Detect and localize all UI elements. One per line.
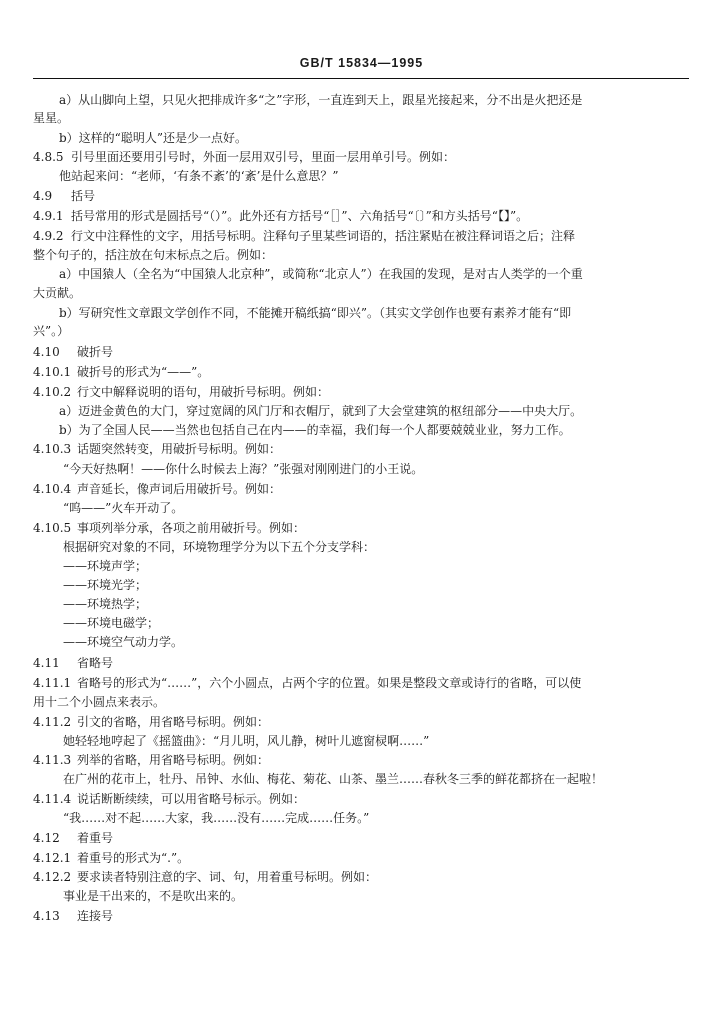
text-line: b）这样的“聪明人”还是少一点好。 [59, 131, 247, 145]
clause-number: 4.10.1 [33, 365, 72, 379]
clause-text: 省略号的形式为“……”，六个小圆点，占两个字的位置。如果是整段文章或诗行的省略，可以使 [77, 676, 582, 690]
text-line: “我……对不起……大家，我……没有……完成……任务。” [63, 811, 370, 825]
clause-text: 行文中解释说明的语句，用破折号标明。例如： [77, 385, 330, 399]
standard-number-header: GB/T 15834—1995 [299, 56, 424, 70]
text-line: a）迈进金黄色的大门，穿过宽阔的风门厅和衣帽厅，就到了大会堂建筑的枢纽部分——中央大厅。 [59, 404, 583, 418]
clause-number: 4.8.5 [33, 150, 64, 164]
text-line: a）中国猿人（全名为“中国猿人北京种”，或简称“北京人”）在我国的发现，是对古人类学的一个重 [59, 267, 583, 281]
text-line: “呜——”火车开动了。 [63, 501, 184, 515]
clause-text: 连接号 [77, 909, 114, 923]
text-line: a）从山脚向上望，只见火把排成许多“之”字形，一直连到天上，跟星光接起来，分不出是火把还是 [59, 93, 583, 107]
clause-number: 4.11 [33, 656, 60, 670]
clause [33, 869, 688, 885]
clause-number: 4.12 [33, 831, 60, 845]
text-line: 在广州的花市上，牡丹、吊钟、水仙、梅花、菊花、山茶、墨兰……春秋冬三季的鲜花都挤在一起啦！ [63, 772, 604, 786]
text-line: 事业是干出来的，不是吹出来的。 [63, 889, 244, 903]
clause [33, 520, 688, 536]
section-heading [33, 830, 688, 846]
section-heading [33, 655, 688, 671]
clause-number: 4.10.3 [33, 442, 72, 456]
clause [33, 481, 688, 497]
clause-text: 着重号的形式为“.”。 [77, 851, 190, 865]
clause-text: 事项列举分承，各项之前用破折号。例如： [77, 521, 306, 535]
clause-text: 引文的省略，用省略号标明。例如： [77, 715, 270, 729]
section-heading [33, 344, 688, 360]
clause-text: 话题突然转变，用破折号标明。例如： [77, 442, 282, 456]
clause-number: 4.9.1 [33, 209, 64, 223]
clause-text: 列举的省略，用省略号标明。例如： [77, 753, 270, 767]
clause-number: 4.11.1 [33, 676, 72, 690]
clause [33, 752, 688, 768]
text-line: “今天好热啊！——你什么时候去上海？”张强对刚刚进门的小王说。 [63, 462, 424, 476]
clause [33, 149, 688, 165]
clause-text: 要求读者特别注意的字、词、句，用着重号标明。例如： [77, 870, 378, 884]
clause [33, 384, 688, 400]
text-line: 她轻轻地哼起了《摇篮曲》：“月儿明，风儿静，树叶儿遮窗棂啊……” [63, 734, 430, 748]
list-item: ——环境声学； [63, 559, 148, 573]
list-item: ——环境热学； [63, 597, 148, 611]
clause-number: 4.9.2 [33, 229, 64, 243]
text-line: 兴”。） [33, 324, 70, 338]
clause-text: 着重号 [77, 831, 114, 845]
header-rule [33, 78, 689, 79]
clause-text: 声音延长，像声词后用破折号。例如： [77, 482, 282, 496]
clause [33, 714, 688, 730]
clause-text: 省略号 [77, 656, 114, 670]
clause [33, 228, 688, 244]
section-heading [33, 188, 688, 204]
clause-number: 4.10.2 [33, 385, 72, 399]
section-heading [33, 908, 688, 924]
clause [33, 791, 688, 807]
list-item: ——环境空气动力学。 [63, 635, 184, 649]
text-line: b）写研究性文章跟文学创作不同，不能摊开稿纸搞“即兴”。（其实文学创作也要有素养才能有“即 [59, 306, 572, 320]
text-line: 他站起来问：“老师，‘有条不紊’的‘紊’是什么意思？” [59, 169, 339, 183]
clause [33, 850, 688, 866]
clause-number: 4.11.2 [33, 715, 72, 729]
text-line: b）为了全国人民——当然也包括自己在内——的幸福，我们每一个人都要兢兢业业，努力工作。 [59, 423, 571, 437]
text-line: 用十二个小圆点来表示。 [33, 695, 166, 709]
clause-text: 破折号 [77, 345, 114, 359]
list-item: ——环境电磁学； [63, 616, 160, 630]
clause-number: 4.10 [33, 345, 60, 359]
clause [33, 441, 688, 457]
text-line: 整个句子的，括注放在句末标点之后。例如： [33, 248, 274, 262]
clause-text: 引号里面还要用引号时，外面一层用双引号，里面一层用单引号。例如： [71, 150, 456, 164]
clause-number: 4.12.2 [33, 870, 72, 884]
clause-number: 4.11.4 [33, 792, 72, 806]
clause-number: 4.9 [33, 189, 53, 203]
clause [33, 675, 688, 691]
clause-number: 4.12.1 [33, 851, 72, 865]
clause-number: 4.13 [33, 909, 60, 923]
clause-text: 破折号的形式为“——”。 [77, 365, 210, 379]
clause-text: 括号常用的形式是圆括号“（）”。此外还有方括号“［］”、六角括号“〔〕”和方头括号“【】”。 [71, 209, 529, 223]
clause-number: 4.11.3 [33, 753, 72, 767]
clause-text: 说话断断续续，可以用省略号标示。例如： [77, 792, 306, 806]
text-line: 大贡献。 [33, 286, 82, 300]
list-item: ——环境光学； [63, 578, 148, 592]
clause-text: 行文中注释性的文字，用括号标明。注释句子里某些词语的，括注紧贴在被注释词语之后；注释 [71, 229, 576, 243]
clause [33, 364, 688, 380]
clause-text: 括号 [71, 189, 96, 203]
text-line: 根据研究对象的不同，环境物理学分为以下五个分支学科： [63, 540, 376, 554]
text-line: 星星。 [33, 111, 70, 125]
clause [33, 208, 688, 224]
clause-number: 4.10.4 [33, 482, 72, 496]
clause-number: 4.10.5 [33, 521, 72, 535]
